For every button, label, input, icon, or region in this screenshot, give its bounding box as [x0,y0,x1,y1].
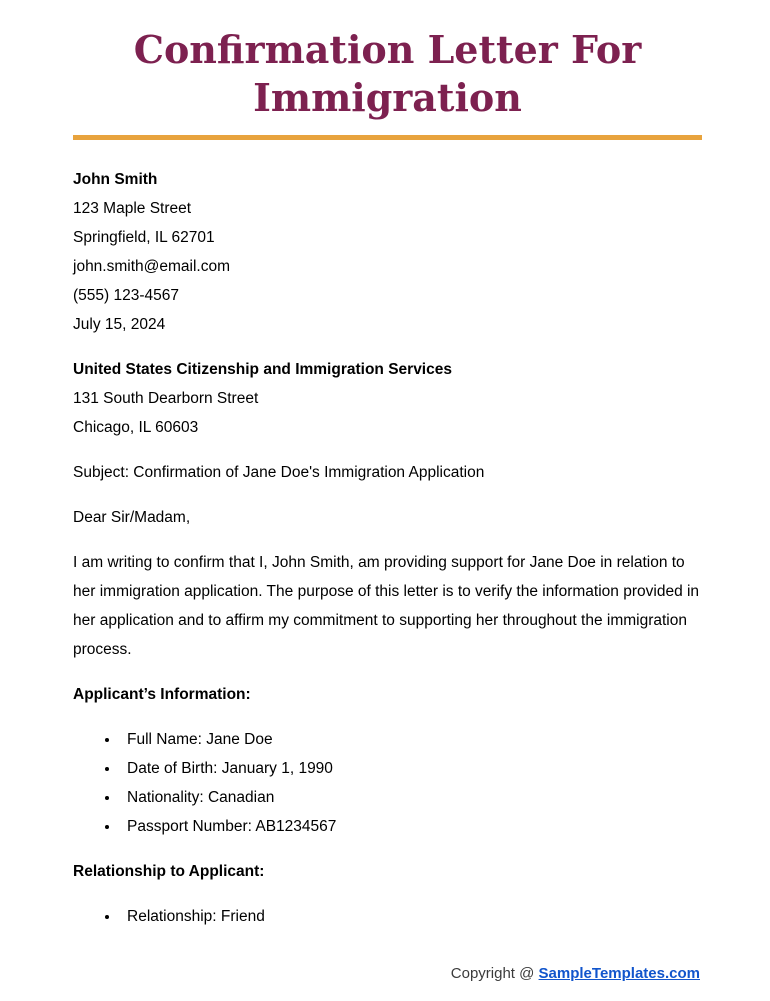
sender-street: 123 Maple Street [73,200,192,217]
document-title [73,26,702,122]
body-paragraph: I am writing to confirm that I, John Smith, am providing support for Jane Doe in relation to her immigration application. The purpose of this letter is to verify the information provided in her application and to affirm my commitment to supporting her throughout the immigration process. [73,554,700,658]
subject-line: Subject: Confirmation of Jane Doe's Immigration Application [73,464,485,481]
applicant-info-heading: Applicant’s Information: [73,686,251,703]
recipient-street: 131 South Dearborn Street [73,390,259,407]
recipient-city-state-zip: Chicago, IL 60603 [73,419,199,436]
recipient-address-block [73,355,702,442]
sender-city-state-zip: Springfield, IL 62701 [73,229,215,246]
relationship-heading: Relationship to Applicant: [73,863,265,880]
relationship-list [73,902,702,931]
list-item-full-name: • Full Name: Jane Doe [120,725,702,754]
letter-date: July 15, 2024 [73,316,166,333]
document-title-line-2: Immigration [253,75,522,120]
applicant-info-list [73,725,702,841]
sender-phone: (555) 123-4567 [73,287,179,304]
list-item-passport-number: • Passport Number: AB1234567 [120,812,702,841]
recipient-name: United States Citizenship and Immigration Services [73,361,452,378]
list-item-date-of-birth: • Date of Birth: January 1, 1990 [120,754,702,783]
sampletemplates-link[interactable]: SampleTemplates.com [538,965,700,982]
salutation: Dear Sir/Madam, [73,509,191,526]
document-title-line-1: Confirmation Letter For [133,27,642,72]
list-item-relationship: • Relationship: Friend [120,902,702,931]
copyright-text: Copyright @ [450,965,539,982]
sender-name: John Smith [73,171,158,188]
sender-email: john.smith@email.com [73,258,231,275]
footer-copyright [451,964,700,984]
list-item-nationality: • Nationality: Canadian [120,783,702,812]
sender-address-block [73,165,702,339]
title-divider-rule [73,135,702,140]
